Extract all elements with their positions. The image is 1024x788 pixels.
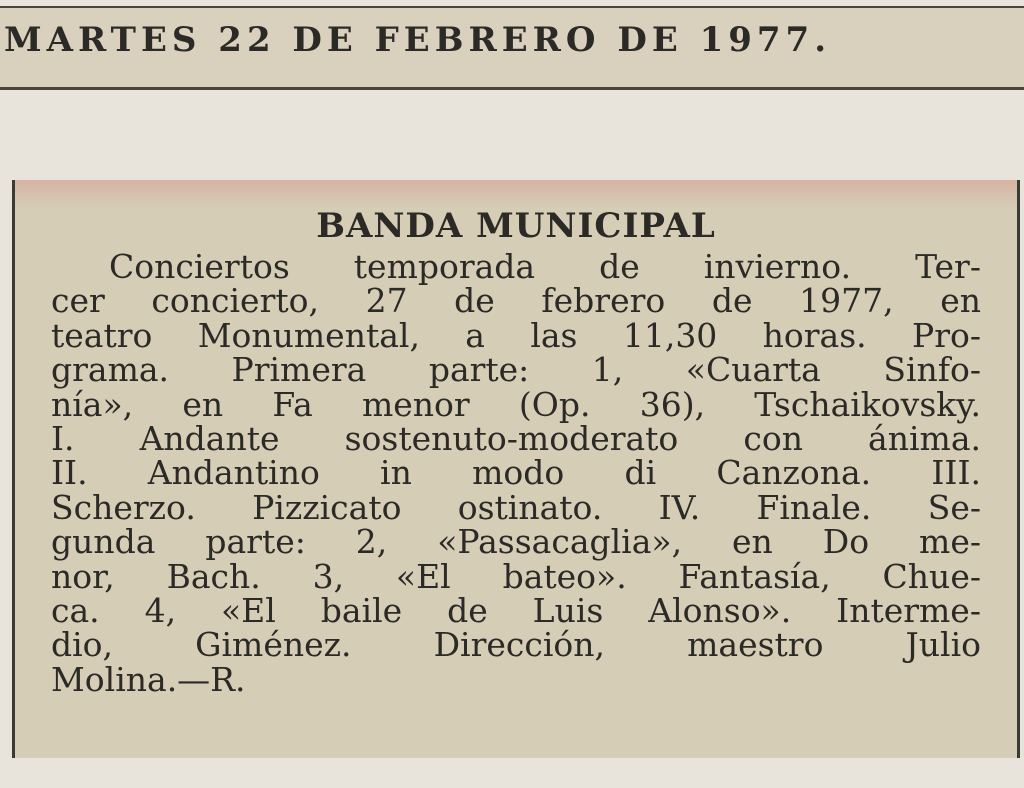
header-strip bbox=[0, 6, 1024, 90]
article-line: dio, Giménez. Dirección, maestro Julio bbox=[51, 625, 981, 665]
article-line: I. Andante sostenuto-moderato con ánima. bbox=[51, 419, 981, 459]
header-date: MARTES 22 DE FEBRERO DE 1977. bbox=[4, 20, 832, 60]
article-line: Scherzo. Pizzicato ostinato. IV. Finale. Se- bbox=[51, 487, 981, 527]
article-body bbox=[51, 247, 981, 699]
article-line: Molina.—R. bbox=[51, 659, 246, 699]
article-line: II. Andantino in modo di Canzona. III. bbox=[51, 453, 981, 493]
article-line: teatro Monumental, a las 11,30 horas. Pro- bbox=[51, 315, 981, 355]
article-top-tint bbox=[15, 180, 1017, 208]
article-line: grama. Primera parte: 1, «Cuarta Sinfo- bbox=[51, 350, 981, 390]
article-line: Conciertos temporada de invierno. Ter- bbox=[109, 247, 981, 286]
article-clipping bbox=[12, 180, 1020, 758]
article-line: nía», en Fa menor (Op. 36), Tschaikovsky. bbox=[51, 384, 981, 424]
article-line: nor, Bach. 3, «El bateo». Fantasía, Chue- bbox=[51, 556, 981, 596]
article-line: cer concierto, 27 de febrero de 1977, en bbox=[51, 281, 981, 321]
article-line: ca. 4, «El baile de Luis Alonso». Interme- bbox=[51, 591, 981, 631]
article-line: gunda parte: 2, «Passacaglia», en Do me- bbox=[51, 522, 981, 562]
article-title: BANDA MUNICIPAL bbox=[316, 206, 716, 246]
